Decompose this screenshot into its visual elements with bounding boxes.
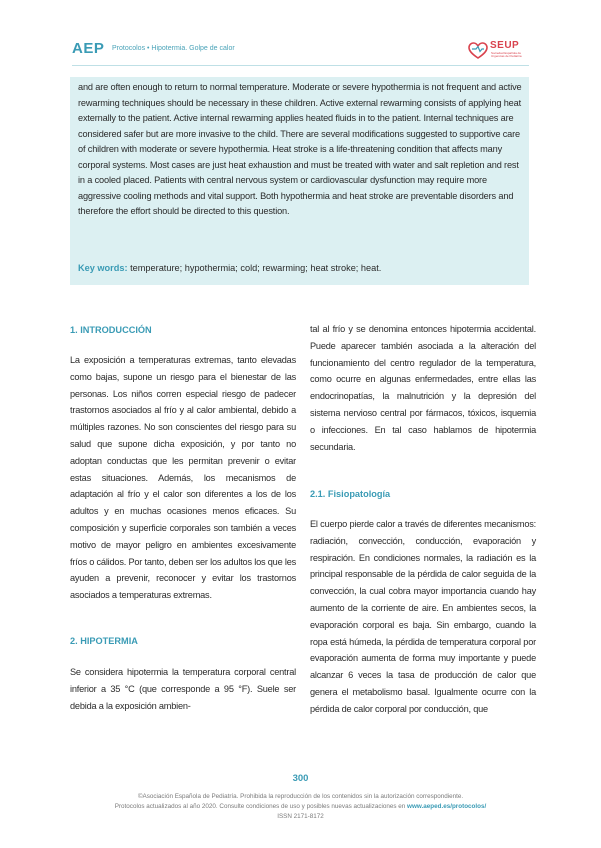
col2-paragraph-block bbox=[310, 321, 536, 455]
seup-logo-text: SEUP bbox=[490, 40, 520, 51]
keywords-label: Key words: bbox=[78, 263, 128, 273]
section-title-introduccion: 1. INTRODUCCIÓN bbox=[70, 325, 152, 335]
page-number: 300 bbox=[292, 773, 309, 784]
fisio-paragraph-block bbox=[310, 516, 536, 718]
seup-heart-icon bbox=[468, 42, 488, 60]
col2-paragraph: tal al frío y se denomina entonces hipotermia accidental. Puede aparecer también asociada a la alteración del funcionamiento del centro regulador de la temperatura, como ocurre en algunas enfermedades, entre ellas las endocrinopatías, la malnutrición y la depresión del sistema nervioso central por fármacos, tóxicos, isquemia o infecciones. En tal caso hablamos de hipotermia secundaria. bbox=[310, 324, 536, 452]
page-header bbox=[72, 40, 532, 64]
hypo-paragraph-block bbox=[70, 664, 296, 714]
breadcrumb: Protocolos • Hipotermia. Golpe de calor bbox=[112, 45, 235, 52]
footer-issn: ISSN 2171-8172 bbox=[277, 813, 324, 820]
footer-protocols-link[interactable]: www.aeped.es/protocolos/ bbox=[407, 803, 487, 810]
aep-logo: AEP bbox=[72, 40, 105, 57]
footer-updates-text: Protocolos actualizados al año 2020. Consulte condiciones de uso y posibles nuevas actualizaciones en bbox=[114, 803, 406, 810]
seup-logo-subtext: Sociedad Española de Urgencias de Pediatría bbox=[491, 51, 522, 58]
footer-copyright: ©Asociación Española de Pediatría. Prohibida la reproducción de los contenidos sin la autorización correspondiente. bbox=[137, 793, 464, 800]
footer-updates bbox=[0, 802, 601, 812]
hypo-paragraph: Se considera hipotermia la temperatura corporal central inferior a 35 °C (que corresponde a 95 °F). Suele ser debida a la exposición ambien- bbox=[70, 667, 296, 711]
seup-logo bbox=[468, 40, 536, 62]
keywords-list: temperature; hypothermia; cold; rewarming; heat stroke; heat. bbox=[130, 263, 382, 273]
fisio-paragraph: El cuerpo pierde calor a través de diferentes mecanismos: radiación, convección, conducción, evaporación y respiración. En condiciones normales, la radiación es la principal responsable de la pérdida de calor seguida de la convección, la cual cobra mayor importancia cuando hay aumento de la corriente de aire. En ambientes secos, la evaporación corporal es baja. Sin embargo, cuando la ropa está húmeda, la pérdida de temperatura corporal por evaporación aumenta de forma muy importante y puede alcanzar 6 veces la tasa de producción de calor que genera el metabolismo basal. Igualmente ocurre con la pérdida de calor corporal por conducción, que bbox=[310, 519, 536, 714]
abstract-text: and are often enough to return to normal temperature. Moderate or severe hypothermia is not frequent and active rewarming techniques should be necessary in these children. Active external rewarming consists of applying heat externally to the patient. Active internal rewarming applies heated fluids in to the patient. Internal techniques are considered safer but are more invasive to the child. There are several modifications suggested to supportive care of children with moderate or severe hypothermia. Heat stroke is a life-threatening condition that affects many corporal systems. Most cases are just heat exhaustion and must be treated with water and salt repletion and rest in a cooled placed. Patients with central nervous system or cardiovascular dysfunction may require more aggressive cooling methods and vital support. Both hypothermia and heat stroke are preventable disorders and therefore the effort should be directed to this question. bbox=[78, 82, 522, 216]
keywords bbox=[78, 261, 524, 275]
intro-paragraph: La exposición a temperaturas extremas, tanto elevadas como bajas, supone un riesgo para el bienestar de las personas. Los niños corren especial riesgo de padecer trastornos asociados al frío y al calor ambiental, debido a múltiples razones. No son conscientes del riesgo para su salud que supone dicha exposición, y por tanto no adoptan conductas que les permitan prevenir o evitar estas situaciones. Además, los mecanismos de adaptación al frío y el calor son diferentes a los de los adultos y en muchas ocasiones menos eficaces. Su composición y superficie corporales son también a veces motivo de mayor peligro en ambientes excesivamente fríos o cálidos. Por tanto, deben ser los adultos los que les ayuden a prevenir, reconocer y evitar los trastornos asociados a temperaturas extremas. bbox=[70, 355, 296, 601]
abstract-box bbox=[70, 77, 529, 285]
section-title-fisiopatologia: 2.1. Fisiopatología bbox=[310, 489, 391, 499]
intro-paragraph-block bbox=[70, 352, 296, 604]
section-title-hipotermia: 2. HIPOTERMIA bbox=[70, 636, 138, 646]
header-divider bbox=[72, 65, 529, 66]
